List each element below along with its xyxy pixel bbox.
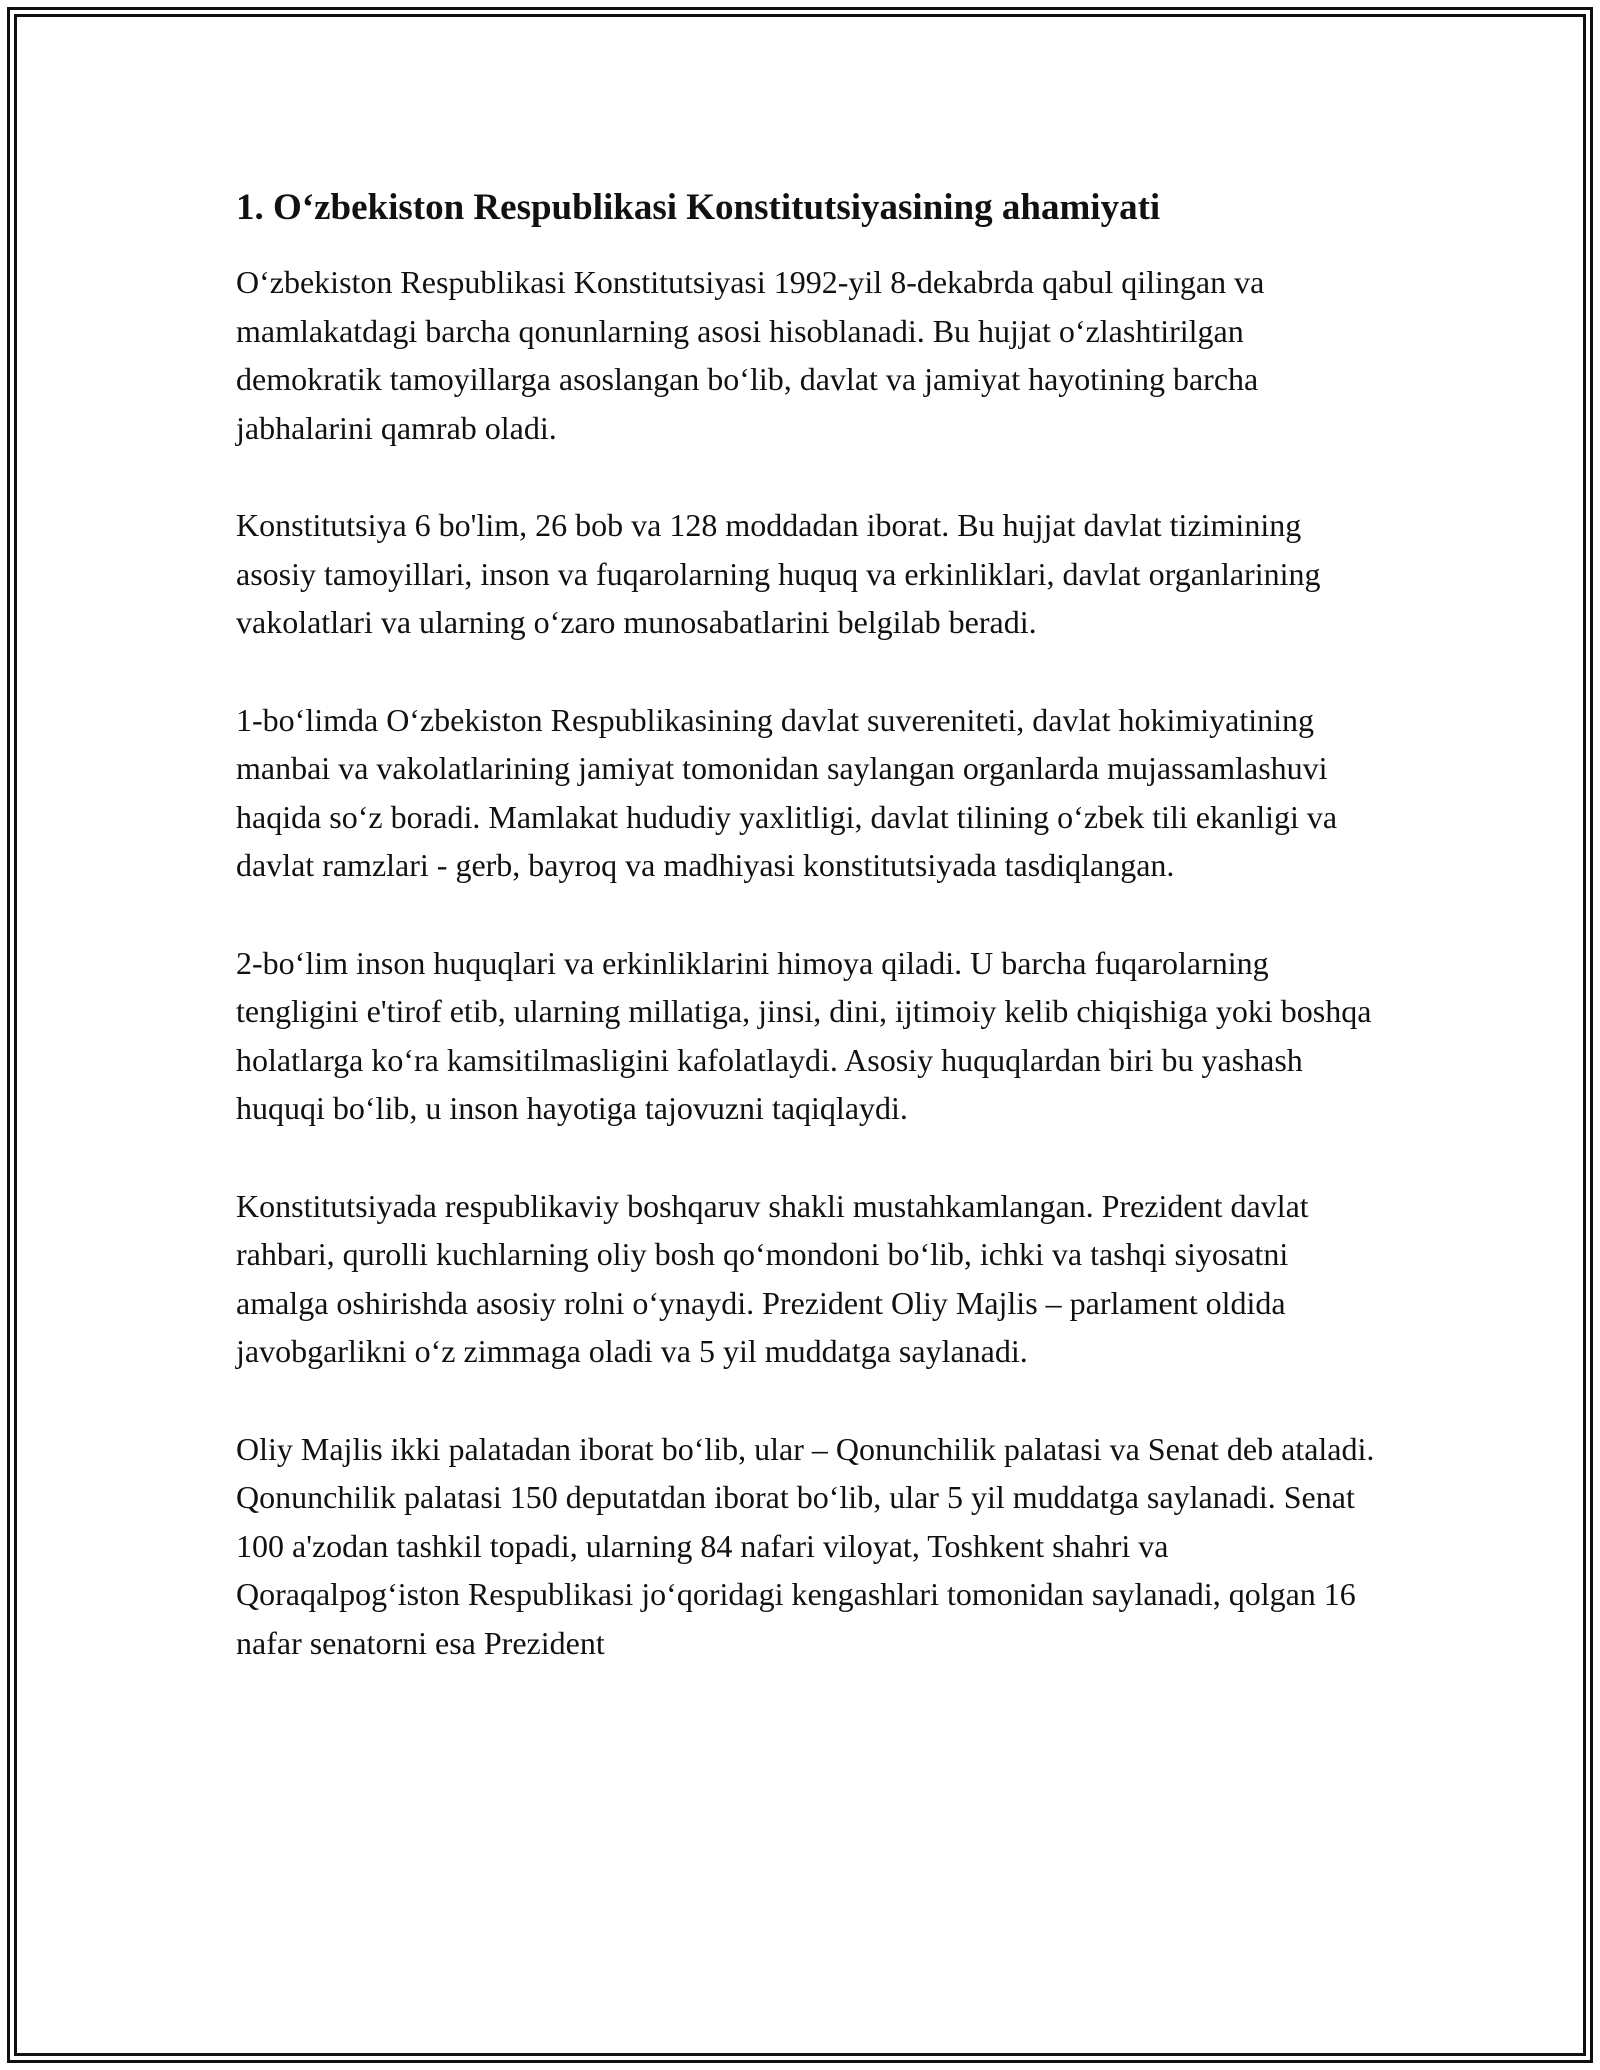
document-body <box>236 186 1376 1716</box>
paragraph-3: 1-bo‘limda O‘zbekiston Respublikasining davlat suvereniteti, davlat hokimiyatining manbai va vakolatlarining jamiyat tomonidan saylangan organlarda mujassamlashuvi haqida so‘z boradi. Mamlakat hududiy yaxlitligi, davlat tilining o‘zbek tili ekanligi va davlat ramzlari - gerb, bayroq va madhiyasi konstitutsiyada tasdiqlangan. <box>236 701 1338 883</box>
paragraph-4: 2-bo‘lim inson huquqlari va erkinliklarini himoya qiladi. U barcha fuqarolarning tengligini e'tirof etib, ularning millatiga, jinsi, dini, ijtimoiy kelib chiqishiga yoki boshqa holatlarga ko‘ra kamsitilmasligini kafolatlaydi. Asosiy huquqlardan biri bu yashash huquqi bo‘lib, u inson hayotiga tajovuzni taqiqlaydi. <box>236 944 1372 1126</box>
paragraph-6: Oliy Majlis ikki palatadan iborat bo‘lib, ular – Qonunchilik palatasi va Senat deb ataladi. Qonunchilik palatasi 150 deputatdan iborat bo‘lib, ular 5 yil muddatga saylanadi. Senat 100 a'zodan tashkil topadi, ularning 84 nafari viloyat, Toshkent shahri va Qoraqalpog‘iston Respublikasi jo‘qoridagi kengashlari tomonidan saylanadi, qolgan 16 nafar senatorni esa Prezident <box>236 1430 1375 1661</box>
paragraph-1: O‘zbekiston Respublikasi Konstitutsiyasi 1992-yil 8-dekabrda qabul qilingan va mamlakatdagi barcha qonunlarning asosi hisoblanadi. Bu hujjat o‘zlashtirilgan demokratik tamoyillarga asoslangan bo‘lib, davlat va jamiyat hayotining barcha jabhalarini qamrab oladi. <box>236 264 1265 446</box>
document-title: 1. O‘zbekiston Respublikasi Konstitutsiyasining ahamiyati <box>236 187 1161 228</box>
paragraph-2: Konstitutsiya 6 bo'lim, 26 bob va 128 moddadan iborat. Bu hujjat davlat tizimining asosiy tamoyillari, inson va fuqarolarning huquq va erkinliklari, davlat organlarining vakolatlari va ularning o‘zaro munosabatlarini belgilab beradi. <box>236 507 1321 640</box>
paragraph-5: Konstitutsiyada respublikaviy boshqaruv shakli mustahkamlangan. Prezident davlat rahbari, qurolli kuchlarning oliy bosh qo‘mondoni bo‘lib, ichki va tashqi siyosatni amalga oshirishda asosiy rolni o‘ynaydi. Prezident Oliy Majlis – parlament oldida javobgarlikni o‘z zimmaga oladi va 5 yil muddatga saylanadi. <box>236 1187 1309 1369</box>
